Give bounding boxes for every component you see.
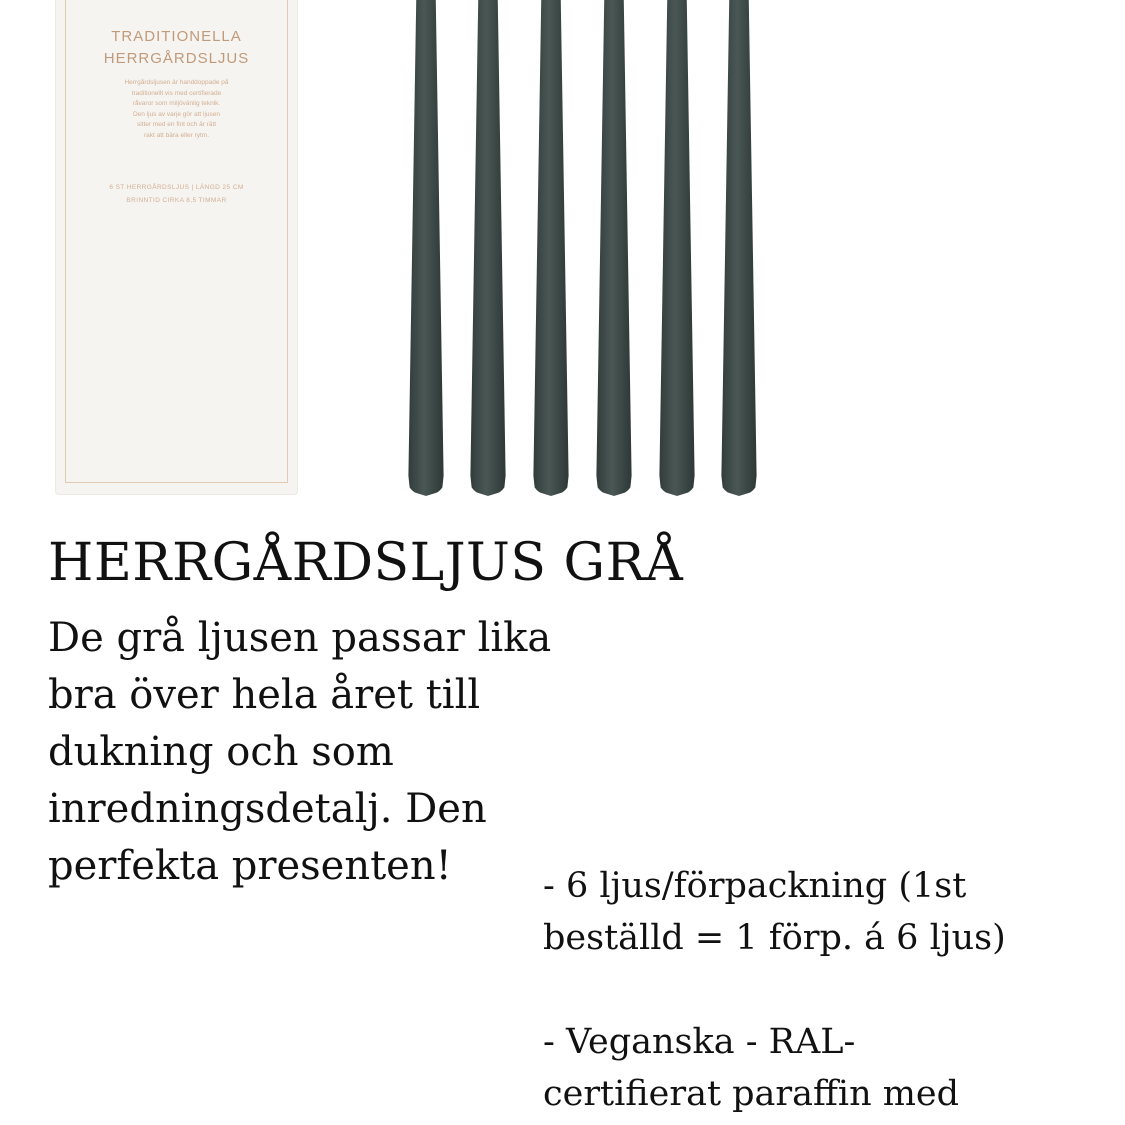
candle-box [55,0,298,495]
product-intro: De grå ljusen passar lika bra över hela året till dukning och som inredningsdetalj. Den perfekta presenten! [48,615,552,889]
candle [719,0,759,496]
candle-box-title: TRADITIONELLA HERRGÅRDSLJUS [103,28,250,67]
product-title: HERRGÅRDSLJUS GRÅ [48,533,684,593]
candles-group [400,0,800,500]
candle [468,0,508,496]
candle [657,0,697,496]
candle-box-specs: 6 ST HERRGÅRDSLJUS | LÄNGD 25 CM BRINNTID CIRKA 8,5 TIMMAR [109,184,244,204]
candle [406,0,446,496]
candle [594,0,634,496]
product-details [543,860,1103,1120]
detail-item: - 6 ljus/förpackning (1st beställd = 1 förp. á 6 ljus) [543,866,1006,958]
detail-item: - Veganska - RAL- certifierat paraffin med [543,1022,960,1114]
candle [531,0,571,496]
candle-box-border [65,0,288,483]
candle-box-description: Herrgårdsljusen är handdoppade på traditionellt vis med certifierade råvaror som miljövänlig teknik. Den ljus av varje gör att ljusen sitter med en fint och är rätt rakt att bära eller rytm. [124,79,229,139]
